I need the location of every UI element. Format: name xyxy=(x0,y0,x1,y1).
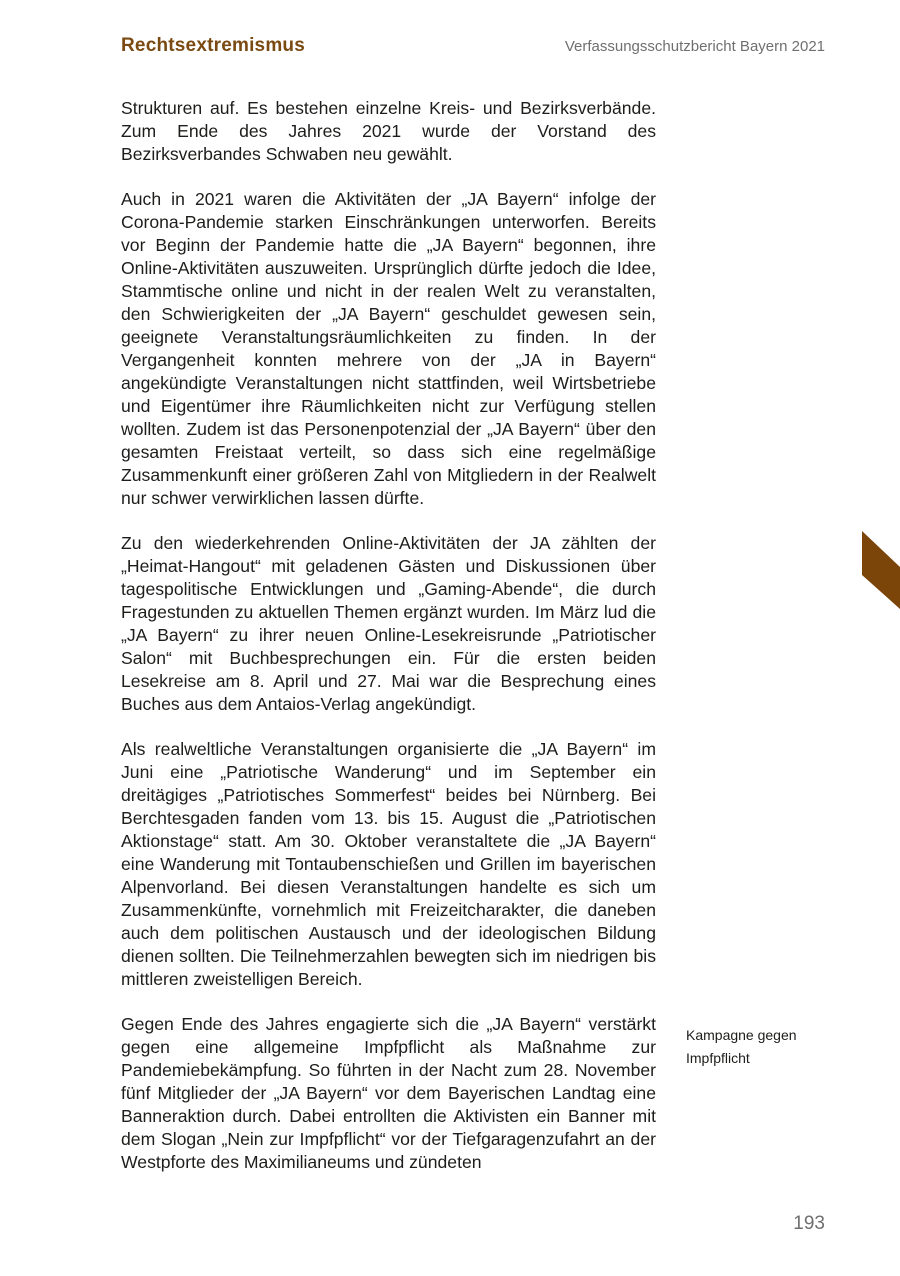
chapter-tab-shape xyxy=(862,531,900,609)
section-title: Rechtsextremismus xyxy=(121,35,305,56)
page-number: 193 xyxy=(793,1213,825,1234)
paragraph-4: Als realweltliche Veranstaltungen organisierte die „JA Bayern“ im Juni eine „Patriotische Wanderung“ und im September ein dreitägiges „Patriotisches Sommerfest“ beides bei Nürnberg. Bei Berchtesgaden fanden vom 13. bis 15. August die „Patriotischen Aktionstage“ statt. Am 30. Oktober veranstaltete die „JA Bayern“ eine Wanderung mit Tontaubenschießen und Grillen im bayerischen Alpenvorland. Bei diesen Veranstaltungen handelte es sich um Zusammenkünfte, vornehmlich mit Freizeitcharakter, die daneben auch dem politischen Austausch und der ideologischen Bildung dienen sollten. Die Teilnehmerzahlen bewegten sich im niedrigen bis mittleren zweistelligen Bereich. xyxy=(121,739,656,989)
document-title: Verfassungsschutzbericht Bayern 2021 xyxy=(564,38,825,55)
paragraph-2: Auch in 2021 waren die Aktivitäten der „JA Bayern“ infolge der Corona-Pandemie starken Einschränkungen unterworfen. Bereits vor Beginn der Pandemie hatte die „JA Bayern“ begonnen, ihre Online-Aktivitäten auszuweiten. Ursprünglich dürfte jedoch die Idee, Stammtische online und nicht in der realen Welt zu veranstalten, den Schwierigkeiten der „JA Bayern“ geschuldet gewesen sein, geeignete Veranstaltungsräumlichkeiten zu finden. In der Vergangenheit konnten mehrere von der „JA in Bayern“ angekündigte Veranstaltungen nicht stattfinden, weil Wirtsbetriebe und Eigentümer ihre Räumlichkeiten nicht zur Verfügung stellen wollten. Zudem ist das Personenpotenzial der „JA Bayern“ über den gesamten Freistaat verteilt, so dass sich eine regelmäßige Zusammenkunft einer größeren Zahl von Mitgliedern in der Realwelt nur schwer verwirklichen lassen dürfte. xyxy=(121,189,656,508)
margin-note-line-2: Impfpflicht xyxy=(686,1050,750,1066)
chapter-tab-marker xyxy=(862,531,900,609)
paragraph-5: Gegen Ende des Jahres engagierte sich die „JA Bayern“ verstärkt gegen eine allgemeine Impfpflicht als Maßnahme zur Pandemiebekämpfung. So führten in der Nacht zum 28. November fünf Mitglieder der „JA Bayern“ vor dem Bayerischen Landtag eine Banneraktion durch. Dabei entrollten die Aktivisten ein Banner mit dem Slogan „Nein zur Impfpflicht“ vor der Tiefgaragenzufahrt an der Westpforte des Maximilianeums und zündeten xyxy=(121,1014,656,1172)
paragraph-1: Strukturen auf. Es bestehen einzelne Kreis- und Bezirksverbände. Zum Ende des Jahres 2021 wurde der Vorstand des Bezirksverbandes Schwaben neu gewählt. xyxy=(121,98,656,164)
paragraph-3: Zu den wiederkehrenden Online-Aktivitäten der JA zählten der „Heimat-Hangout“ mit geladenen Gästen und Diskussionen über tagespolitische Entwicklungen und „Gaming-Abende“, die durch Fragestunden zu aktuellen Themen ergänzt wurden. Im März lud die „JA Bayern“ zu ihrer neuen Online-Lesekreisrunde „Patriotischer Salon“ mit Buchbesprechungen ein. Für die ersten beiden Lesekreise am 8. April und 27. Mai war die Besprechung eines Buches aus dem Antaios-Verlag angekündigt. xyxy=(121,533,656,714)
body-text xyxy=(121,97,656,1196)
margin-note-line-1: Kampagne gegen xyxy=(686,1027,797,1043)
margin-note xyxy=(686,1024,846,1070)
